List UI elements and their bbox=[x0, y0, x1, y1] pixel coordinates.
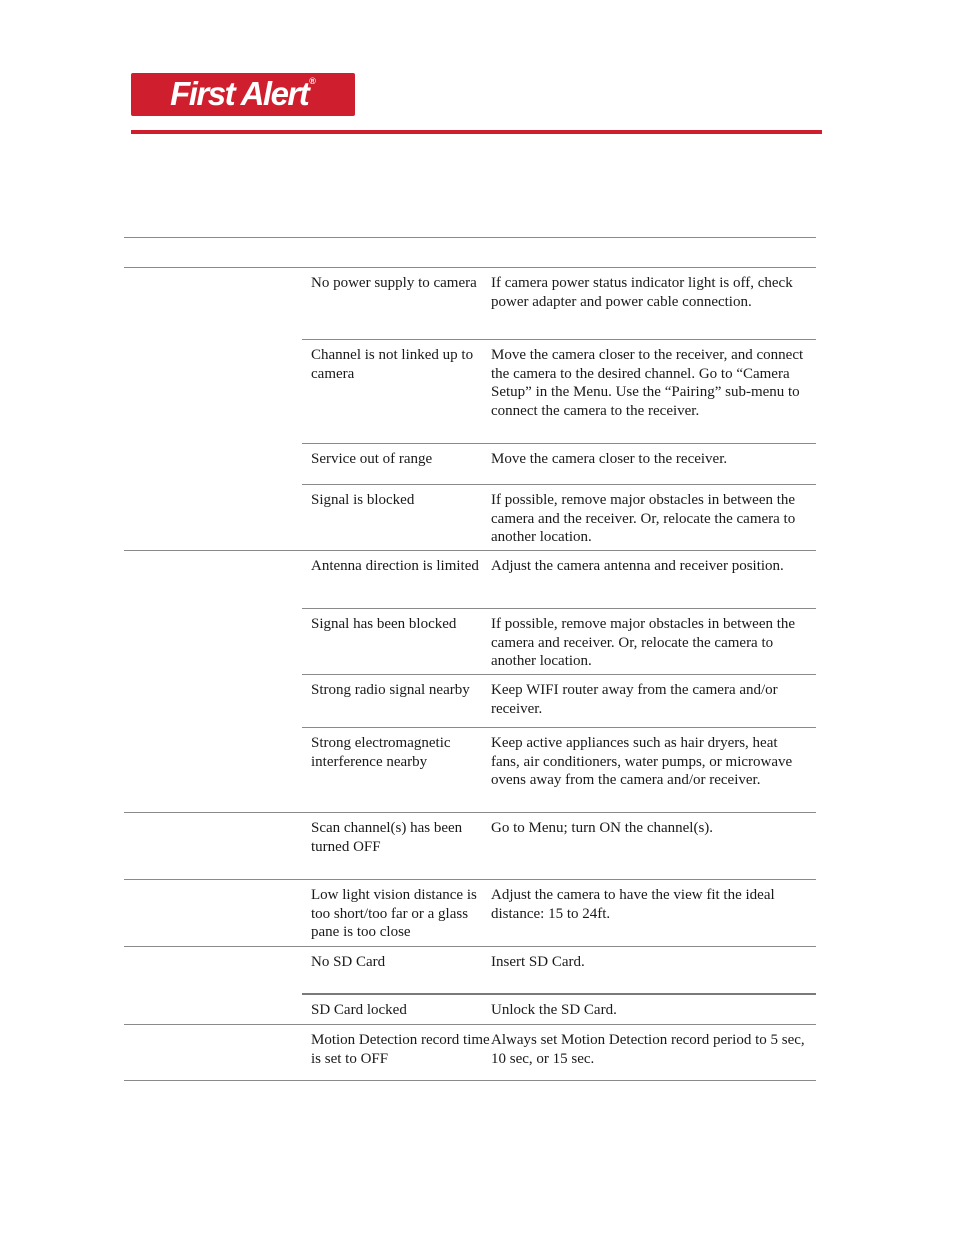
cause-cell: Strong radio signal nearby bbox=[311, 682, 470, 698]
cause-cell: Low light vision distance is too short/too far or a glass pane is too close bbox=[311, 887, 477, 941]
table-row bbox=[302, 728, 816, 812]
first-alert-logo bbox=[131, 73, 355, 116]
solution-cell: Always set Motion Detection record period to 5 sec, 10 sec, or 15 sec. bbox=[491, 1032, 805, 1067]
header-rule bbox=[131, 130, 822, 134]
problem-cell bbox=[124, 880, 302, 946]
solution-cell: Keep active appliances such as hair dryers, heat fans, air conditioners, water pumps, or microwave ovens away from the camera and/or receiver. bbox=[491, 735, 793, 789]
table-group bbox=[124, 551, 816, 813]
solution-cell: Go to Menu; turn ON the channel(s). bbox=[491, 820, 714, 836]
solution-cell: If camera power status indicator light is off, check power adapter and power cable connection. bbox=[491, 275, 793, 310]
cause-cell: Antenna direction is limited bbox=[311, 558, 479, 574]
table-header-row bbox=[124, 237, 816, 268]
table-row bbox=[302, 947, 816, 995]
cause-cell: Service out of range bbox=[311, 451, 433, 467]
table-group bbox=[124, 813, 816, 880]
troubleshooting-table bbox=[124, 237, 816, 1081]
cause-cell: Channel is not linked up to camera bbox=[311, 347, 474, 382]
solution-cell: If possible, remove major obstacles in between the camera and the receiver. Or, relocate the camera to another location. bbox=[491, 492, 796, 546]
table-row bbox=[302, 813, 816, 879]
cause-cell: Motion Detection record time is set to OFF bbox=[311, 1032, 490, 1067]
solution-cell: Move the camera closer to the receiver, and connect the camera to the desired channel. Go to “Camera Setup” in the Menu. Use the “Pairing” sub-menu to connect the camera to the receiver. bbox=[491, 347, 804, 420]
solution-cell: If possible, remove major obstacles in between the camera and receiver. Or, relocate the camera to another location. bbox=[491, 616, 796, 670]
problem-cell bbox=[124, 947, 302, 1024]
cause-cell: SD Card locked bbox=[311, 1002, 407, 1018]
solution-cell: Keep WIFI router away from the camera and/or receiver. bbox=[491, 682, 778, 717]
solution-cell: Move the camera closer to the receiver. bbox=[491, 451, 728, 467]
cause-cell: Signal is blocked bbox=[311, 492, 415, 508]
table-group bbox=[124, 947, 816, 1025]
table-group bbox=[124, 880, 816, 947]
solution-cell: Adjust the camera antenna and receiver position. bbox=[491, 558, 784, 574]
table-row bbox=[302, 485, 816, 550]
table-group bbox=[124, 268, 816, 551]
table-row bbox=[302, 444, 816, 485]
table-row bbox=[302, 880, 816, 946]
cause-cell: Scan channel(s) has been turned OFF bbox=[311, 820, 463, 855]
problem-cell bbox=[124, 551, 302, 812]
cause-cell: No SD Card bbox=[311, 954, 386, 970]
table-row bbox=[302, 340, 816, 444]
cause-cell: Strong electromagnetic interference nearby bbox=[311, 735, 451, 770]
cause-cell: No power supply to camera bbox=[311, 275, 477, 291]
table-row bbox=[302, 995, 816, 1024]
table-group bbox=[124, 1025, 816, 1081]
table-row bbox=[302, 1025, 816, 1080]
problem-cell bbox=[124, 813, 302, 879]
solution-cell: Unlock the SD Card. bbox=[491, 1002, 617, 1018]
table-row bbox=[302, 609, 816, 675]
table-row bbox=[302, 551, 816, 609]
problem-cell bbox=[124, 268, 302, 550]
solution-cell: Insert SD Card. bbox=[491, 954, 585, 970]
problem-cell bbox=[124, 1025, 302, 1080]
table-row bbox=[302, 268, 816, 340]
logo-wordmark: First Alert® bbox=[170, 75, 316, 112]
solution-cell: Adjust the camera to have the view fit the ideal distance: 15 to 24ft. bbox=[491, 887, 775, 922]
cause-cell: Signal has been blocked bbox=[311, 616, 457, 632]
table-row bbox=[302, 675, 816, 728]
